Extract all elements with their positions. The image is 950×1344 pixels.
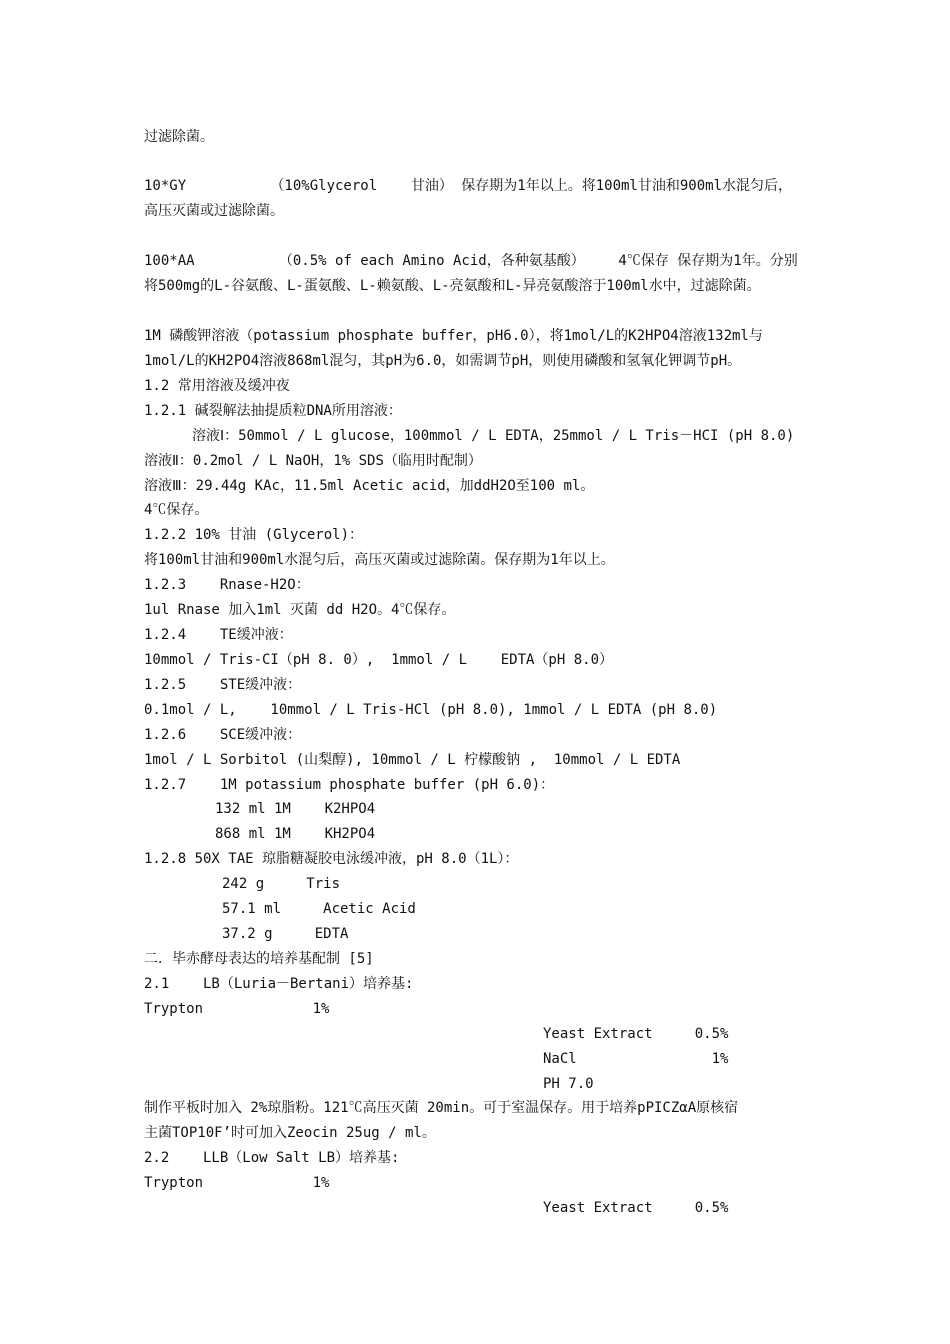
subsection-heading: 2.1 LB（Luria－Bertani）培养基: xyxy=(144,976,414,992)
subsection-heading: 1.2.7 1M potassium phosphate buffer (pH 6.0)： xyxy=(144,777,555,793)
recipe-item: 37.2 g EDTA xyxy=(222,926,349,942)
text-line: 10mmol / Tris-CI（pH 8. 0）, 1mmol / L EDTA（pH 8.0） xyxy=(144,652,614,668)
recipe-item: 132 ml 1M K2HPO4 xyxy=(215,801,376,817)
text-line: 溶液Ⅱ：0.2mol / L NaOH，1% SDS（临用时配制） xyxy=(144,453,482,469)
text-line: 将100ml甘油和900ml水混匀后，高压灭菌或过滤除菌。保存期为1年以上。 xyxy=(144,552,615,568)
subsection-heading: 2.2 LLB（Low Salt LB）培养基: xyxy=(144,1150,400,1166)
text-line: 过滤除菌。 xyxy=(144,129,214,145)
text-line: 高压灭菌或过滤除菌。 xyxy=(144,203,284,219)
subsection-heading: 1.2.6 SCE缓冲液： xyxy=(144,727,302,743)
text-line: 1M 磷酸钾溶液（potassium phosphate buffer，pH6.0），将1mol/L的K2HPO4溶液132ml与 xyxy=(144,328,763,344)
text-line: 主菌TOP10F’时可加入Zeocin 25ug / ml。 xyxy=(144,1125,436,1141)
text-line: 溶液Ⅲ：29.44g KAc，11.5ml Acetic acid，加ddH2O至100 ml。 xyxy=(144,478,595,494)
recipe-item: Yeast Extract 0.5% xyxy=(543,1200,729,1216)
subsection-heading: 1.2.8 50X TAE 琼脂糖凝胶电泳缓冲液，pH 8.0（1L）： xyxy=(144,851,519,867)
text-line: 100*AA （0.5% of each Amino Acid，各种氨基酸） 4℃保存 保存期为1年。分别 xyxy=(144,253,798,269)
recipe-item: Yeast Extract 0.5% xyxy=(543,1026,729,1042)
recipe-item: 868 ml 1M KH2PO4 xyxy=(215,826,376,842)
subsection-heading: 1.2.4 TE缓冲液： xyxy=(144,627,293,643)
text-line: 0.1mol / L, 10mmol / L Tris-HCl (pH 8.0), 1mmol / L EDTA (pH 8.0) xyxy=(144,702,718,718)
section-heading: 二．毕赤酵母表达的培养基配制 [5] xyxy=(144,951,374,967)
recipe-item: PH 7.0 xyxy=(543,1076,594,1092)
recipe-item: Trypton 1% xyxy=(144,1001,330,1017)
text-line: 4℃保存。 xyxy=(144,502,209,518)
text-line: 溶液Ⅰ：50mmol / L glucose，100mmol / L EDTA，25mmol / L Tris－HCI (pH 8.0) xyxy=(192,428,795,444)
text-line: 1mol/L的KH2PO4溶液868ml混匀，其pH为6.0，如需调节pH，则使用磷酸和氢氧化钾调节pH。 xyxy=(144,353,742,369)
subsection-heading: 1.2.3 Rnase-H2O： xyxy=(144,577,310,593)
recipe-item: 57.1 ml Acetic Acid xyxy=(222,901,416,917)
text-line: 1mol / L Sorbitol (山梨醇), 10mmol / L 柠檬酸钠 , 10mmol / L EDTA xyxy=(144,752,681,768)
subsection-heading: 1.2.1 碱裂解法抽提质粒DNA所用溶液： xyxy=(144,403,402,419)
subsection-heading: 1.2.2 10% 甘油 (Glycerol)： xyxy=(144,527,364,543)
text-line: 将500mg的L-谷氨酸、L-蛋氨酸、L-赖氨酸、L-亮氨酸和L-异亮氨酸溶于100ml水中，过滤除菌。 xyxy=(144,278,761,294)
section-heading: 1.2 常用溶液及缓冲夜 xyxy=(144,378,290,394)
recipe-item: NaCl 1% xyxy=(543,1051,729,1067)
subsection-heading: 1.2.5 STE缓冲液： xyxy=(144,677,302,693)
recipe-item: 242 g Tris xyxy=(222,876,341,892)
text-line: 制作平板时加入 2%琼脂粉。121℃高压灭菌 20min。可于室温保存。用于培养pPICZαA原核宿 xyxy=(144,1100,739,1116)
text-line: 1ul Rnase 加入1ml 灭菌 dd H2O。4℃保存。 xyxy=(144,602,456,618)
recipe-item: Trypton 1% xyxy=(144,1175,330,1191)
text-line: 10*GY （10%Glycerol 甘油） 保存期为1年以上。将100ml甘油和900ml水混匀后， xyxy=(144,178,793,194)
